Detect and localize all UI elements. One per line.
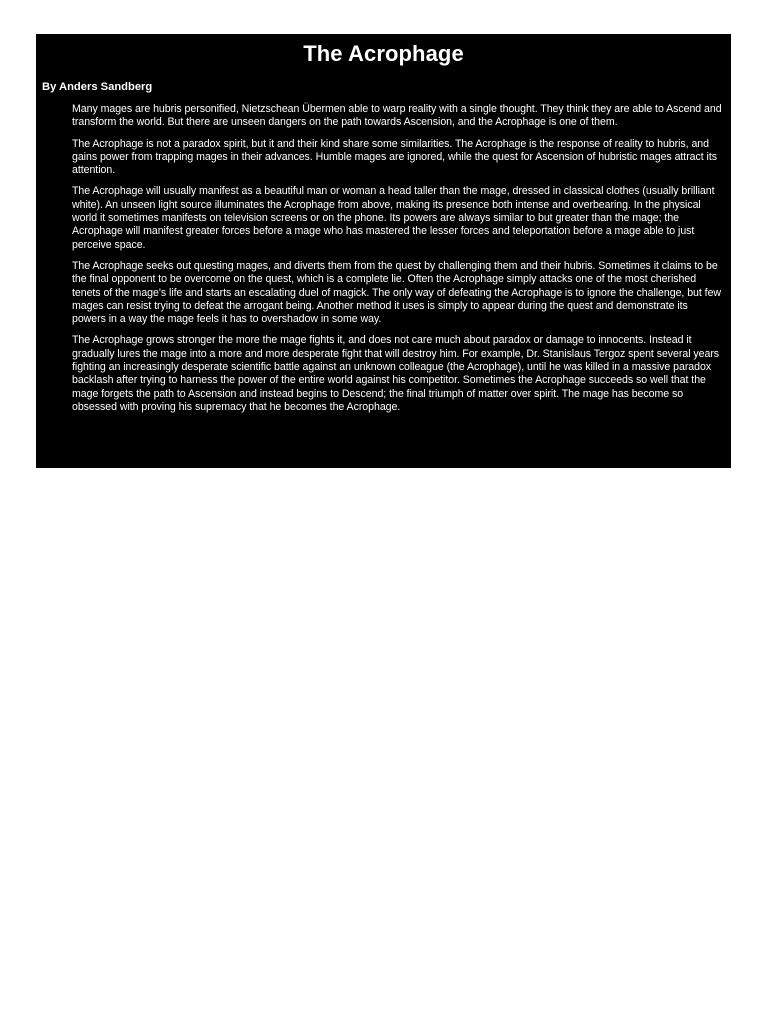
article-panel	[36, 34, 731, 468]
article-byline: By Anders Sandberg	[42, 81, 153, 93]
article-paragraph-2: The Acrophage is not a paradox spirit, but it and their kind share some similarities. The Acrophage is the response of reality to hubris, and gains power from trapping mages in their advances. Humble mages are ignored, while the quest for Ascension of hubristic mages attract its attention.	[72, 137, 717, 177]
article-body	[72, 103, 725, 414]
article-paragraph-5: The Acrophage grows stronger the more the mage fights it, and does not care much about paradox or damage to innocents. Instead it gradually lures the mage into a more and more desperate fight that will destroy him. For example, Dr. Stanislaus Tergoz spent several years fighting an increasingly desperate scientific battle against an unknown colleague (the Acrophage), until he was killed in a massive paradox backlash after trying to harness the power of the entire world against his competitor. Sometimes the Acrophage succeeds so well that the mage forgets the path to Ascension and instead begins to Descend; the final triumph of matter over spirit. The mage has become so obsessed with proving his supremacy that he becomes the Acrophage.	[72, 334, 720, 413]
article-paragraph-1: Many mages are hubris personified, Nietzschean Übermen able to warp reality with a single thought. They think they are able to Ascend and transform the world. But there are unseen dangers on the path towards Ascension, and the Acrophage is one of them.	[72, 103, 722, 129]
article-title: The Acrophage	[303, 41, 464, 66]
article-paragraph-4: The Acrophage seeks out questing mages, and diverts them from the quest by challenging them and their hubris. Sometimes it claims to be the final opponent to be overcome on the quest, which is a complete lie. Often the Acrophage simply attacks one of the most cherished tenets of the mage's life and starts an escalating duel of magick. The only way of defeating the Acrophage is to ignore the challenge, but few mages can resist trying to defeat the arrogant being. Another method it uses is simply to appear during the quest and demonstrate its powers in a way the mage feels it has to overshadow in some way.	[72, 259, 722, 326]
article-paragraph-3: The Acrophage will usually manifest as a beautiful man or woman a head taller than the mage, dressed in classical clothes (usually brilliant white). An unseen light source illuminates the Acrophage from above, making its presence both intense and overbearing. In the physical world it sometimes manifests on television screens or on the phone. Its powers are always similar to but greater than the mage; the Acrophage will manifest greater forces before a mage who has mastered the lesser forces and teleportation before a mage able to just perceive space.	[72, 185, 715, 251]
